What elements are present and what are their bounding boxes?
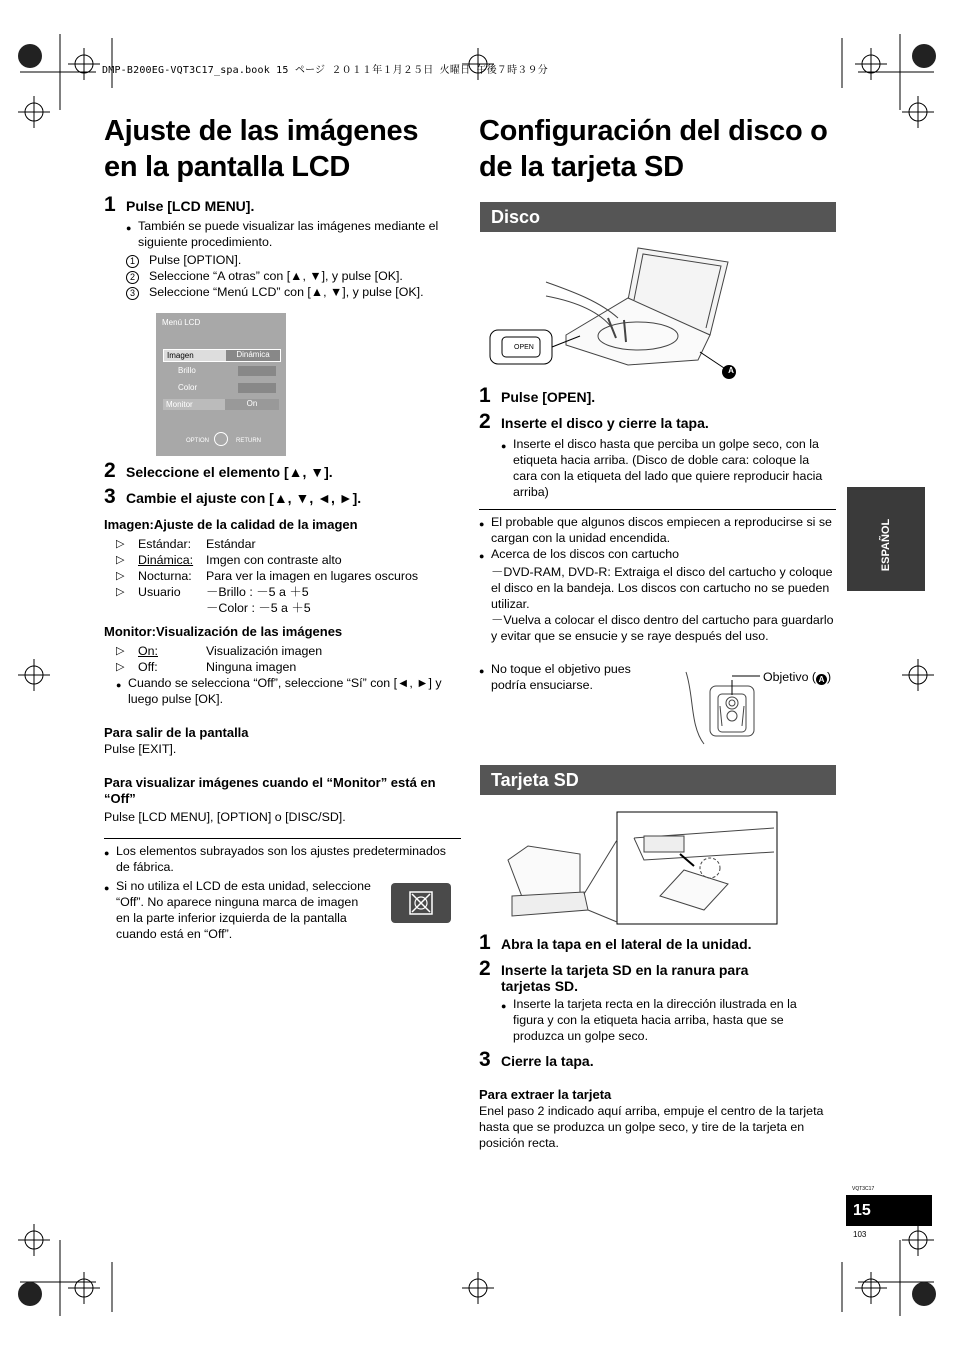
- page-sub-number: 103: [853, 1230, 867, 1239]
- sub-step-3: Seleccione “Menú LCD” con [▲, ▼], y pulse [OK].: [149, 285, 424, 299]
- dash-note-2: －Vuelva a colocar el disco dentro del cartucho para guardarlo y evitar que se ensucie y se raye después del uso.: [491, 613, 834, 643]
- doc-code: VQT3C17: [852, 1186, 875, 1192]
- left-title: [104, 113, 464, 185]
- step-1: 1 Pulse [LCD MENU].: [104, 193, 255, 216]
- monitor-note: Cuando se selecciona “Off”, seleccione “Sí” con [◄, ►] y luego pulse [OK].: [128, 676, 442, 706]
- right-title-line1: Configuración del disco o: [479, 115, 828, 147]
- exit-text: Pulse [EXIT].: [104, 742, 177, 756]
- dash-note-1: －DVD-RAM, DVD-R: Extraiga el disco del cartucho y coloque el disco en la bandeja. Los discos con cartucho no se pueden utilizar.: [491, 565, 833, 611]
- monitor-heading: Monitor:Visualización de las imágenes: [104, 624, 343, 639]
- lens-callout-a: A: [816, 674, 827, 685]
- sub-step-1: Pulse [OPTION].: [149, 253, 242, 267]
- lens-illustration: [682, 666, 772, 746]
- disco-step-2: 2 Inserte el disco y cierre la tapa.: [479, 410, 709, 433]
- note-cartridge: Acerca de los discos con cartucho: [491, 547, 680, 561]
- imagen-heading: Imagen:Ajuste de la calidad de la imagen: [104, 517, 358, 532]
- off-text: Pulse [LCD MENU], [OPTION] o [DISC/SD].: [104, 810, 346, 824]
- exit-heading: Para salir de la pantalla: [104, 725, 249, 740]
- sd-step-2-note: Inserte la tarjeta recta en la dirección ilustrada en la figura y con la etiqueta hacia arriba, hasta que se produzca un golpe seco.: [513, 997, 797, 1043]
- note-lcd-off: Si no utiliza el LCD de esta unidad, seleccione “Off”. No aparece ninguna marca de imagen en la parte inferior izquierda de la pantalla cuando está en “Off”.: [116, 879, 371, 941]
- open-disc-illustration: [488, 240, 748, 380]
- left-title-line1: Ajuste de las imágenes: [104, 115, 419, 147]
- extract-heading: Para extraer la tarjeta: [479, 1087, 612, 1102]
- step-1-note: También se puede visualizar las imágenes mediante el siguiente procedimiento.: [138, 219, 439, 249]
- note-defaults: Los elementos subrayados son los ajustes predeterminados de fábrica.: [116, 844, 446, 874]
- sd-step-2: 2 Inserte la tarjeta SD en la ranura para tarjetas SD.: [479, 957, 749, 994]
- off-heading: Para visualizar imágenes cuando el “Monitor” está en “Off”: [104, 775, 436, 806]
- right-title: [479, 113, 849, 185]
- extract-text: Enel paso 2 indicado aquí arriba, empuje el centro de la tarjeta hasta que se produzca un golpe seco, y tire de la tarjeta en posición recta.: [479, 1104, 824, 1150]
- open-button-label: OPEN: [514, 344, 534, 351]
- disco-section-bar: Disco: [480, 202, 836, 232]
- sub-step-2: Seleccione “A otras” con [▲, ▼], y pulse [OK].: [149, 269, 403, 283]
- note-autoplay: El probable que algunos discos empiecen a reproducirse si se cargan con la unidad encendida.: [491, 515, 832, 545]
- tarjeta-sd-section-bar: Tarjeta SD: [480, 765, 836, 795]
- left-title-line2: en la pantalla LCD: [104, 151, 350, 183]
- lcd-menu-screenshot: Menú LCD Imagen Dinámica Brillo Color Monitor On OPTION RETURN: [156, 313, 286, 456]
- sd-step-3: 3 Cierre la tapa.: [479, 1048, 594, 1071]
- language-tab: ESPAÑOL: [847, 487, 925, 591]
- page-number: 15: [846, 1195, 932, 1226]
- step-2: 2 Seleccione el elemento [▲, ▼].: [104, 459, 333, 482]
- disco-step-2-note: Inserte el disco hasta que perciba un golpe seco, con la etiqueta hacia arriba. (Disco de doble cara: coloque la cara con la etiqueta del lado que quiere reproducir hacia arriba): [513, 437, 823, 499]
- lens-note: No toque el objetivo pues podría ensuciarse.: [491, 662, 631, 692]
- no-image-mark-icon: [391, 883, 451, 923]
- sd-step-1: 1 Abra la tapa en el lateral de la unidad.: [479, 931, 752, 954]
- step-3: 3 Cambie el ajuste con [▲, ▼, ◄, ►].: [104, 485, 362, 508]
- callout-a: A: [728, 366, 734, 375]
- lens-label: Objetivo (: [763, 670, 817, 684]
- disco-step-1: 1 Pulse [OPEN].: [479, 384, 596, 407]
- right-title-line2: de la tarjeta SD: [479, 151, 684, 183]
- file-header: DMP-B200EG-VQT3C17_spa.book 15 ページ ２０１１年１月２５日 火曜日 午後７時３９分: [102, 65, 548, 76]
- sd-card-illustration: [484, 810, 779, 928]
